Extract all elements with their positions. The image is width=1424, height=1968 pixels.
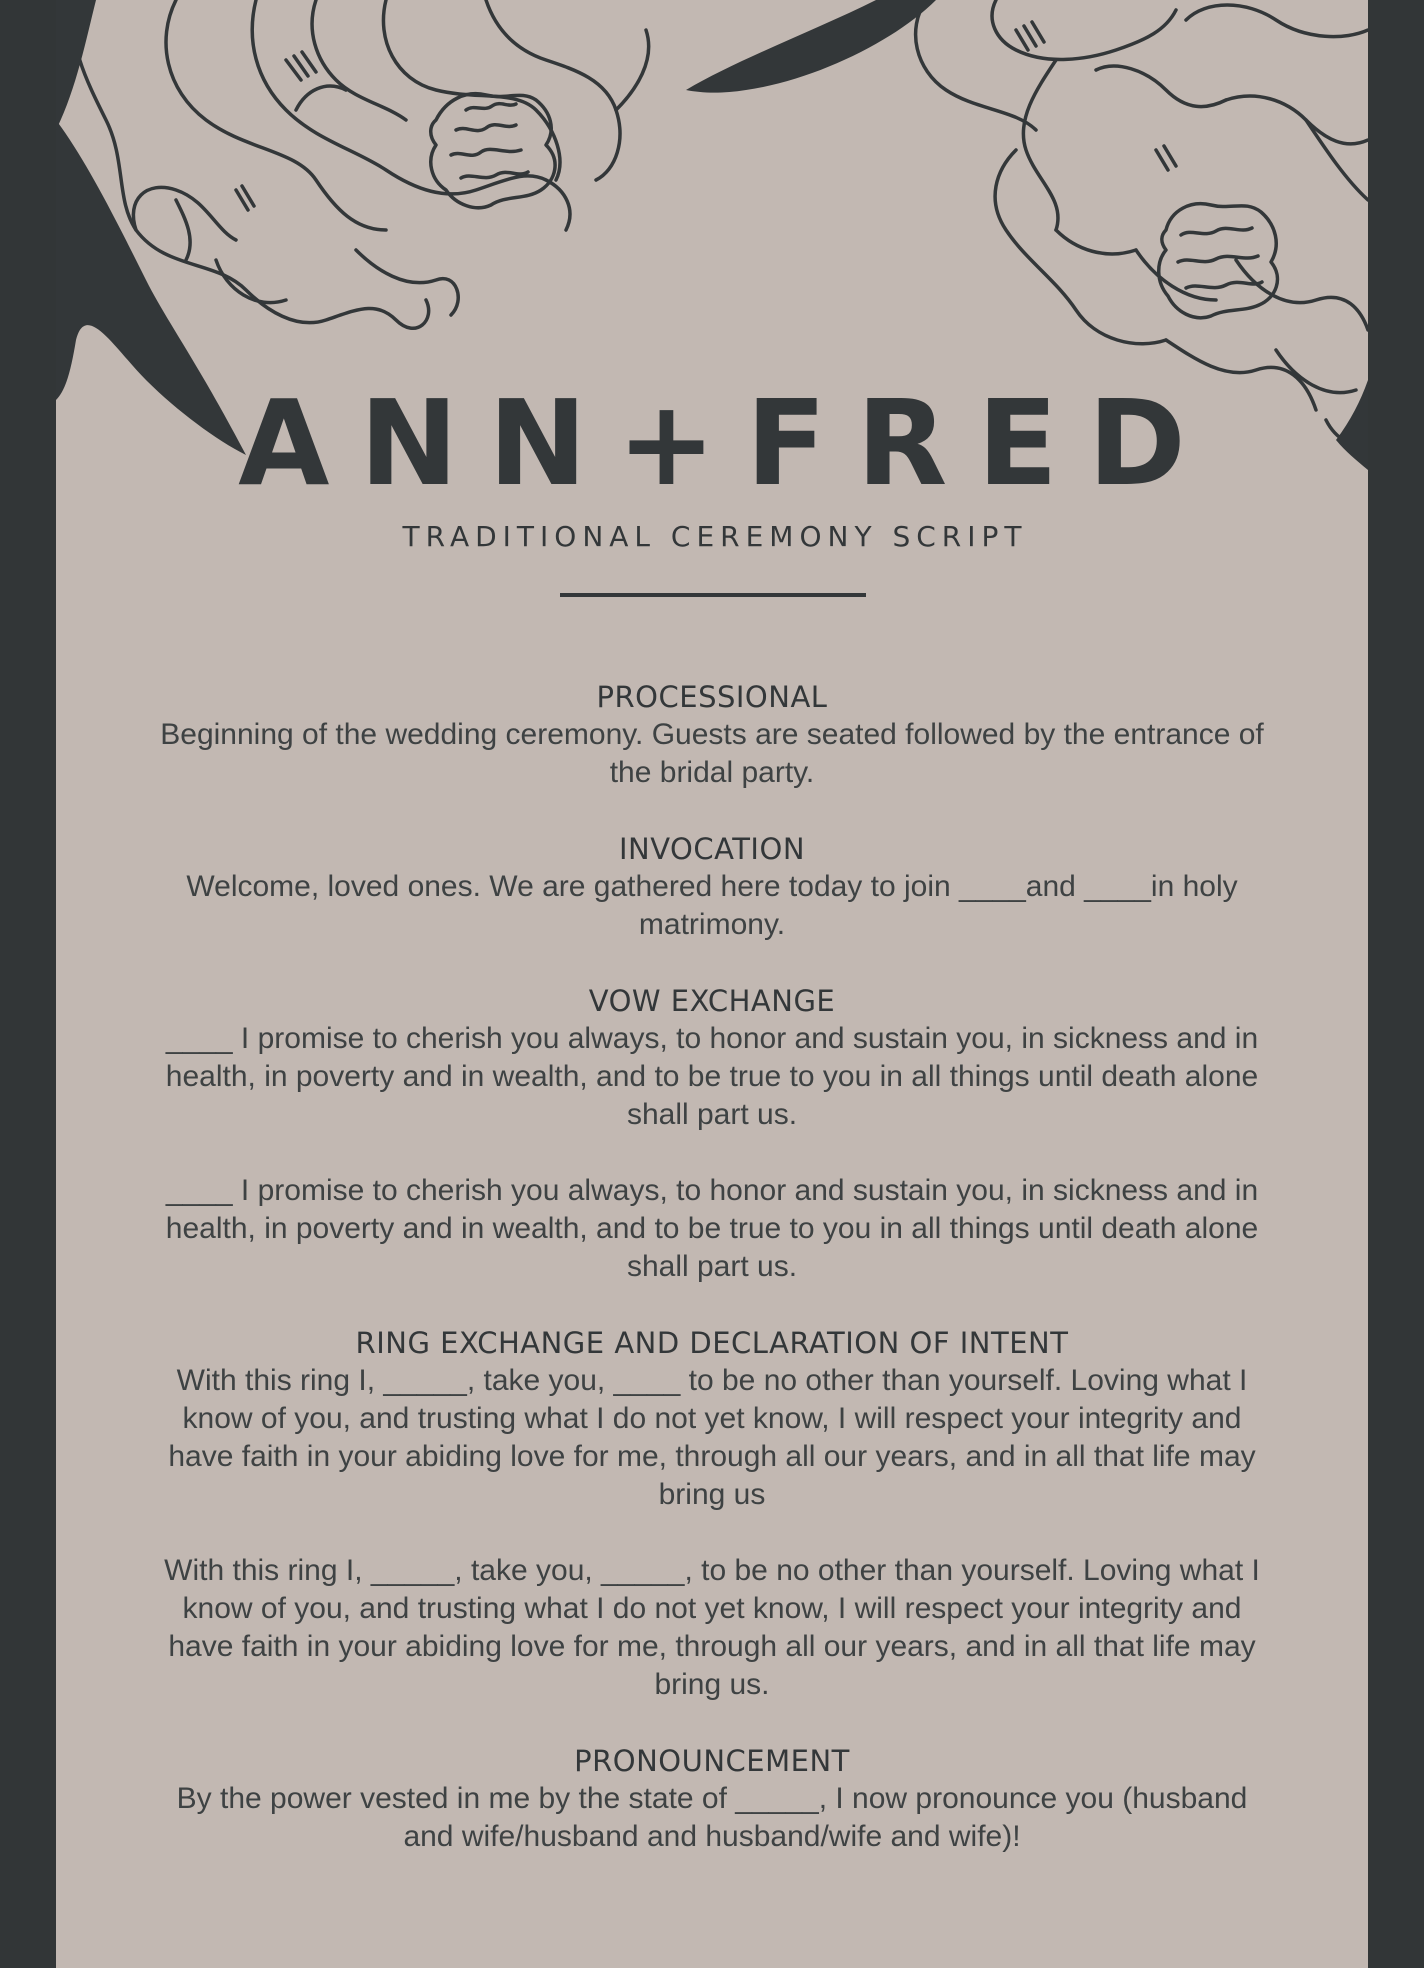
document-subtitle: TRADITIONAL CEREMONY SCRIPT <box>402 520 1028 553</box>
section-paragraph: ____ I promise to cherish you always, to honor and sustain you, in sickness and in health, in poverty and in wealth, and to be true to you in all things until death alone shall part us. <box>165 1022 1259 1131</box>
section-paragraph: Beginning of the wedding ceremony. Guests are seated followed by the entrance of the bridal party. <box>160 718 1264 789</box>
section-heading: INVOCATION <box>618 832 806 866</box>
ceremony-script <box>152 678 1272 1894</box>
section-processional <box>152 678 1272 792</box>
section-paragraph: Welcome, loved ones. We are gathered here today to join ____and ____in holy matrimony. <box>186 870 1238 941</box>
section-invocation <box>152 830 1272 944</box>
section-heading: VOW EXCHANGE <box>588 984 836 1018</box>
section-heading: RING EXCHANGE AND DECLARATION OF INTENT <box>355 1326 1069 1360</box>
document-page <box>56 0 1368 1968</box>
section-paragraph: ____ I promise to cherish you always, to honor and sustain you, in sickness and in health, in poverty and in wealth, and to be true to you in all things until death alone shall part us. <box>165 1174 1259 1283</box>
section-ring-exchange <box>152 1324 1272 1704</box>
section-paragraph: With this ring I, _____, take you, ____ to be no other than yourself. Loving what I know of you, and trusting what I do not yet know, I will respect your integrity and have faith in your abiding love for me, through all our years, and in all that life may bring us <box>168 1364 1256 1511</box>
couple-names-title: ANN+FRED <box>238 374 1216 512</box>
title-divider <box>560 593 866 597</box>
section-heading: PROCESSIONAL <box>596 680 828 714</box>
section-paragraph: By the power vested in me by the state of _____, I now pronounce you (husband and wife/husband and husband/wife and wife)! <box>176 1782 1248 1853</box>
section-paragraph: With this ring I, _____, take you, _____, to be no other than yourself. Loving what I know of you, and trusting what I do not yet know, I will respect your integrity and have faith in your abiding love for me, through all our years, and in all that life may bring us. <box>164 1554 1260 1701</box>
section-pronouncement <box>152 1742 1272 1856</box>
section-vow-exchange <box>152 982 1272 1286</box>
section-heading: PRONOUNCEMENT <box>574 1744 850 1778</box>
peony-illustration-left <box>73 0 648 328</box>
